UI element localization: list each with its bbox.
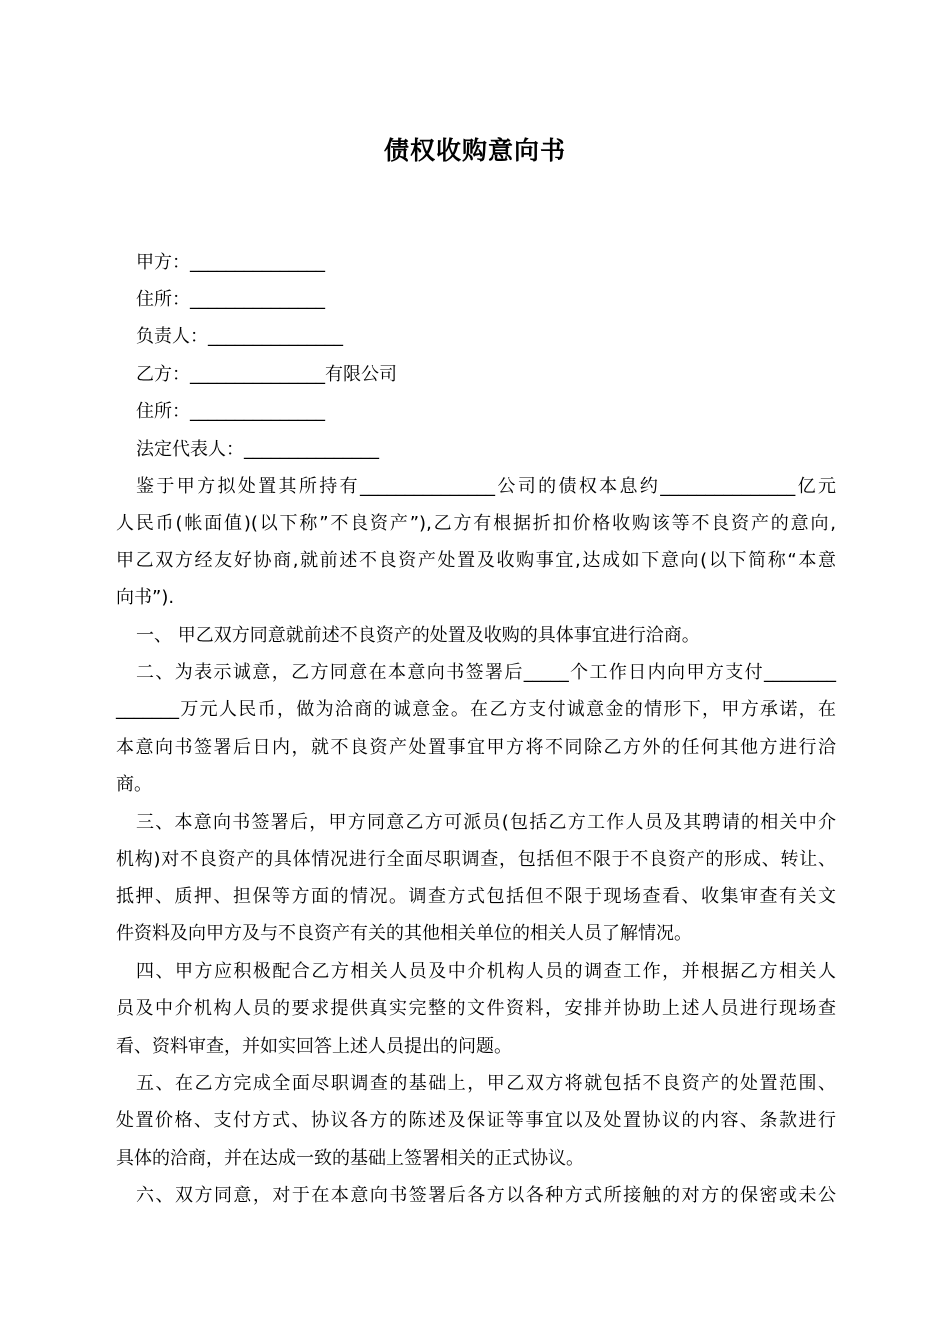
clause-2-line: 商。 xyxy=(116,774,152,795)
party-a-name-line: 甲方：_______________ xyxy=(136,252,325,273)
clause-1-line: 一、 甲乙双方同意就前述不良资产的处置及收购的具体事宜进行洽商。 xyxy=(136,625,700,646)
party-b-legal-representative-line: 法定代表人：_______________ xyxy=(136,439,379,460)
clause-6-line: 六、双方同意，对于在本意向书签署后各方以各种方式所接触的对方的保密或未公 xyxy=(136,1185,836,1206)
preamble-line: 向书”). xyxy=(116,587,175,608)
clause-3-line: 件资料及向甲方及与不良资产有关的其他相关单位的相关人员了解情况。 xyxy=(116,923,692,944)
party-b-name-line: 乙方：_______________有限公司 xyxy=(136,364,397,385)
clause-5-line: 具体的洽商，并在达成一致的基础上签署相关的正式协议。 xyxy=(116,1148,584,1169)
party-a-responsible-person-line: 负责人：_______________ xyxy=(136,326,343,347)
clause-5-line: 五、在乙方完成全面尽职调查的基础上，甲乙双方将就包括不良资产的处置范围、 xyxy=(136,1073,836,1094)
clause-5-line: 处置价格、支付方式、协议各方的陈述及保证等事宜以及处置协议的内容、条款进行 xyxy=(116,1110,836,1131)
party-b-address-line: 住所：_______________ xyxy=(136,401,325,422)
clause-4-line: 员及中介机构人员的要求提供真实完整的文件资料，安排并协助上述人员进行现场查 xyxy=(116,998,836,1019)
clause-4-line: 四、甲方应积极配合乙方相关人员及中介机构人员的调查工作，并根据乙方相关人 xyxy=(136,961,836,982)
party-a-address-line: 住所：_______________ xyxy=(136,289,325,310)
clause-4-line: 看、资料审查，并如实回答上述人员提出的问题。 xyxy=(116,1036,512,1057)
clause-3-line: 三、本意向书签署后，甲方同意乙方可派员(包括乙方工作人员及其聘请的相关中介 xyxy=(136,812,836,833)
clause-2-line: 二、为表示诚意，乙方同意在本意向书签署后_____个工作日内向甲方支付________ xyxy=(136,662,836,683)
clause-2-line: _______万元人民币，做为洽商的诚意金。在乙方支付诚意金的情形下，甲方承诺，在 xyxy=(116,699,836,720)
clause-3-line: 抵押、质押、担保等方面的情况。调查方式包括但不限于现场查看、收集审查有关文 xyxy=(116,886,836,907)
preamble-line: 鉴于甲方拟处置其所持有_______________公司的债权本息约_______________亿元 xyxy=(136,476,836,497)
clause-3-line: 机构)对不良资产的具体情况进行全面尽职调查，包括但不限于不良资产的形成、转让、 xyxy=(116,849,836,870)
preamble-line: 人民币(帐面值)(以下称”不良资产”),乙方有根据折扣价格收购该等不良资产的意向, xyxy=(116,513,836,534)
clause-2-line: 本意向书签署后日内，就不良资产处置事宜甲方将不同除乙方外的任何其他方进行洽 xyxy=(116,737,836,758)
document-title: 债权收购意向书 xyxy=(383,136,566,165)
preamble-line: 甲乙双方经友好协商,就前述不良资产处置及收购事宜,达成如下意向(以下简称“本意 xyxy=(116,550,836,571)
